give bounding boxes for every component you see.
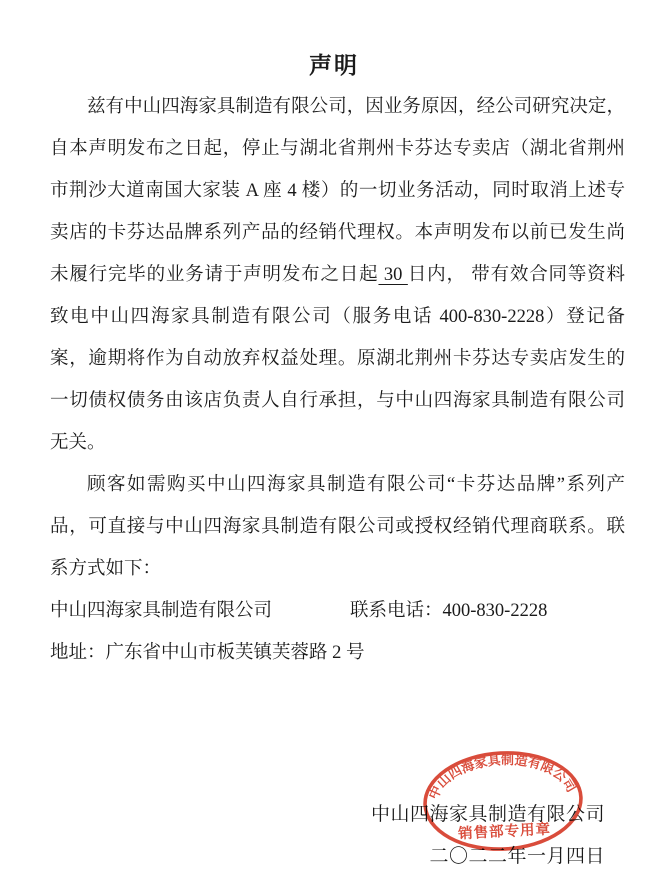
body-line: 自本声明发布之日起，停止与湖北省荆州卡芬达专卖店（湖北省荆州 bbox=[50, 139, 625, 159]
body-line-with-underline bbox=[50, 254, 625, 296]
contact-line bbox=[50, 590, 625, 632]
body-line: 系方式如下： bbox=[50, 559, 162, 579]
body-line: 无关。 bbox=[50, 433, 106, 453]
signature-block bbox=[371, 794, 605, 878]
signature-company-name: 中山四海家具制造有限公司 bbox=[370, 804, 605, 825]
body-line: 案，逾期将作为自动放弃权益处理。原湖北荆州卡芬达专卖店发生的 bbox=[50, 349, 625, 369]
line-segment: 未履行完毕的业务请于声明发布之日起 bbox=[50, 265, 379, 285]
body-line: 兹有中山四海家具制造有限公司，因业务原因，经公司研究决定， bbox=[87, 97, 625, 117]
body-line: 顾客如需购买中山四海家具制造有限公司“卡芬达品牌”系列产 bbox=[87, 475, 625, 495]
body-line: 品，可直接与中山四海家具制造有限公司或授权经销代理商联系。联 bbox=[50, 517, 625, 537]
body-line: 卖店的卡芬达品牌系列产品的经销代理权。本声明发布以前已发生尚 bbox=[50, 223, 625, 243]
contact-phone: 联系电话：400-830-2228 bbox=[350, 601, 548, 621]
document-title: 声明 bbox=[309, 53, 359, 78]
body-line: 一切债权债务由该店负责人自行承担，与中山四海家具制造有限公司 bbox=[50, 391, 625, 411]
seal-ring-text: 中山四海家具制造有限公司 bbox=[425, 752, 580, 802]
signature-date: 二〇二二年一月四日 bbox=[429, 846, 605, 867]
document-body bbox=[50, 86, 625, 674]
contact-address: 地址：广东省中山市板芙镇芙蓉路 2 号 bbox=[50, 643, 365, 663]
underlined-days-value: 30 bbox=[378, 265, 408, 285]
seal-inner-text: 销售部专用章 bbox=[457, 821, 552, 843]
contact-company-name: 中山四海家具制造有限公司 bbox=[50, 601, 273, 621]
body-line: 致电中山四海家具制造有限公司（服务电话 400-830-2228）登记备 bbox=[50, 307, 625, 327]
line-segment: 日内， 带有效合同等资料 bbox=[407, 265, 625, 285]
body-line: 市荆沙大道南国大家装 A 座 4 楼）的一切业务活动，同时取消上述专 bbox=[50, 181, 625, 201]
